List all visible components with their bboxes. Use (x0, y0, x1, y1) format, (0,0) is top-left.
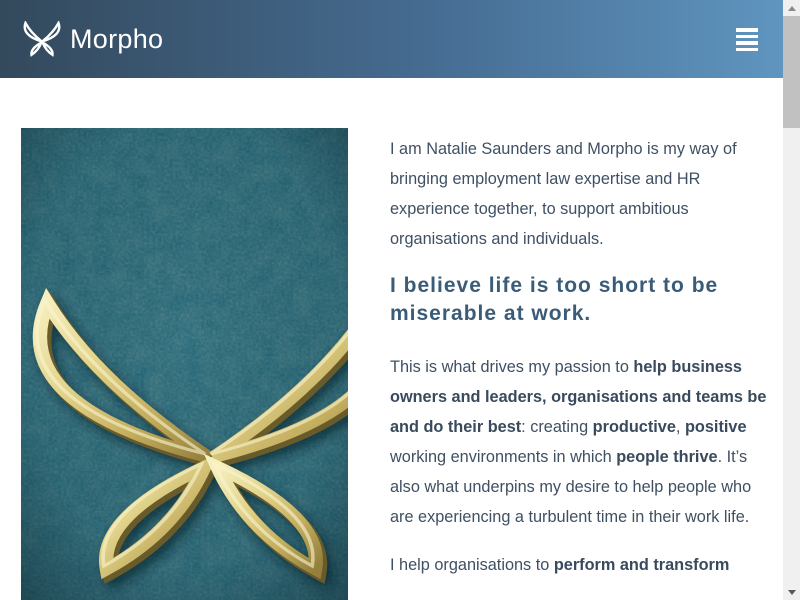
brand-name: Morpho (70, 23, 164, 54)
scrollbar[interactable] (783, 0, 800, 600)
section-heading: I believe life is too short to be miserable at work. (390, 274, 719, 325)
scrollbar-thumb[interactable] (783, 16, 800, 128)
scrollbar-down-button[interactable] (783, 584, 800, 600)
hamburger-menu-icon (736, 28, 758, 32)
hamburger-menu-button[interactable] (736, 28, 758, 51)
brand-logo[interactable] (22, 0, 163, 78)
intro-paragraph: I am Natalie Saunders and Morpho is my way of bringing employment law expertise and HR experience together, to support ambitious organisations and individuals. (390, 140, 737, 248)
butterfly-logo-icon (22, 21, 62, 57)
scroll-up-arrow-icon (788, 6, 796, 11)
site-header (0, 0, 783, 78)
scrollbar-up-button[interactable] (783, 0, 800, 16)
passion-paragraph: This is what drives my passion to help business owners and leaders, organisations and teams be and do their best: creating productive, positive working environments in which people thrive. It’s also what underpins my desire to help people who are experiencing a turbulent time in their work life. (390, 358, 767, 526)
butterfly-emblem-image (21, 128, 348, 600)
help-paragraph: I help organisations to perform and transform (390, 556, 730, 574)
scroll-down-arrow-icon (788, 590, 796, 595)
main-content (390, 126, 770, 580)
hero-image (21, 128, 348, 600)
